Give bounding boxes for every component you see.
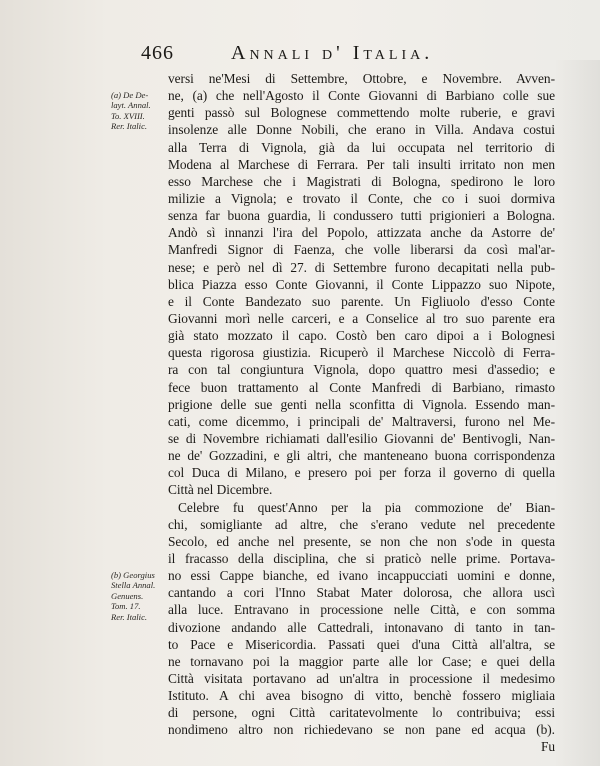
text-line: e il Conte Bandezato suo parente. Un Figliuolo d'esso Conte bbox=[168, 293, 555, 309]
text-line: Secolo, ed anche nel presente, se non che non s'ode in questa bbox=[168, 533, 555, 549]
text-line: il fracasso della disciplina, che si praticò nelle prime. Portava- bbox=[168, 550, 555, 566]
text-line: alla Terra di Vignola, già da lui occupata nel territorio di bbox=[168, 139, 555, 155]
page-number: 466 bbox=[141, 42, 174, 64]
text-line: esso Marchese che i Magistrati di Bologna, spedirono le loro bbox=[168, 173, 555, 189]
text-line: insolenze alle Donne Nobili, che erano in Villa. Andava costui bbox=[168, 122, 555, 138]
margin-note-line: Tom. 17. bbox=[111, 601, 141, 612]
running-title: Annali d' Italia. bbox=[231, 42, 434, 64]
text-line: Istituto. A chi avea bisogno di vitto, benchè fossero migliaia bbox=[168, 688, 555, 704]
margin-note-line: Genuens. bbox=[111, 590, 144, 601]
text-line: cati, come dicemmo, i principali de' Maltraversi, furono nel Me- bbox=[168, 413, 555, 429]
text-line: Manfredi Signor di Faenza, che volle liberarsi da così mal'ar- bbox=[168, 242, 555, 258]
paragraph-start: Celebre fu quest'Anno per la pia commozione de' Bian- bbox=[178, 499, 555, 515]
margin-note-line: (b) Georgius bbox=[111, 570, 155, 580]
text-line: di persone, ogni Città caritatevolmente lo contribuiva; essi bbox=[168, 705, 555, 721]
page-header bbox=[141, 42, 561, 68]
text-line: ne, (a) che nell'Agosto il Conte Giovanni di Barbiano colle sue bbox=[168, 88, 555, 104]
catchword: Fu bbox=[540, 739, 555, 755]
text-line: divozione andando alle Cattedrali, intonavano di tanto in tan- bbox=[168, 619, 555, 635]
text-line: col Duca di Milano, e presero poi per forza il governo di quella bbox=[168, 465, 555, 481]
margin-note-line: Rer. Italic. bbox=[111, 611, 148, 622]
text-line: cantando a cori l'Inno Stabat Mater dolorosa, che allora uscì bbox=[168, 585, 555, 601]
text-line: prigione delle sue genti nella sconfitta di Vignola. Essendo man- bbox=[168, 396, 555, 412]
text-line: se di Novembre richiamati dall'esilio Giovanni de' Bentivogli, Nan- bbox=[168, 430, 555, 446]
text-line: no essi Cappe bianche, ed ivano incappucciati uomini e donne, bbox=[168, 568, 555, 584]
text-line: ne tornavano poi la maggior parte alle lor Case; e quei della bbox=[168, 653, 555, 669]
text-line: nondimeno altro non richiedevano se non pane ed acqua (b). bbox=[168, 722, 555, 738]
text-line: milizie a Vignola; e trovato il Conte, che co i suoi dormiva bbox=[168, 190, 555, 206]
margin-note-line: To. XVIII. bbox=[111, 110, 145, 121]
margin-note-line: Rer. Italic. bbox=[111, 121, 148, 132]
text-line: Andò sì innanzi l'ira del Popolo, attizzata anche da Astorre de' bbox=[168, 225, 555, 241]
text-line: Città visitata portavano ad un'altra in processione il medesimo bbox=[168, 670, 555, 686]
text-line: nese; e però nel dì 27. di Settembre furono decapitati nella pub- bbox=[168, 259, 555, 275]
margin-note-line: Stella Annal. bbox=[111, 580, 156, 591]
text-line: chi, somigliante ad altre, che s'erano vedute nel precedente bbox=[168, 516, 555, 532]
text-line: alla luce. Entravano in processione nelle Città, e con somma bbox=[168, 602, 555, 618]
margin-note-b bbox=[111, 570, 167, 622]
text-line: senza far buona guardia, li condussero tutti prigionieri a Bologna. bbox=[168, 208, 555, 224]
page-edge-shadow bbox=[555, 60, 600, 766]
margin-note-line: layt. Annal. bbox=[111, 100, 151, 111]
text-line: genti passò sul Bolognese commettendo molte ruberie, e gravi bbox=[168, 105, 555, 121]
text-line: blica Piazza esso Conte Giovanni, il Conte Lippazzo suo Nipote, bbox=[168, 276, 555, 292]
text-line: già stato mozzato il capo. Costò ben caro dipoi a i Bolognesi bbox=[168, 328, 555, 344]
body-text bbox=[168, 70, 555, 756]
text-line: versi ne'Mesi di Settembre, Ottobre, e Novembre. Avven- bbox=[168, 71, 555, 86]
text-line: Città nel Dicembre. bbox=[168, 482, 273, 498]
margin-note-a bbox=[111, 90, 167, 132]
text-line: ne de' Gozzadini, e gli altri, che manteneano buona corrispondenza bbox=[168, 448, 555, 464]
text-line: Giovanni morì nelle carceri, e a Conselice al tro suo parente era bbox=[168, 310, 555, 326]
text-line: fece buon trattamento al Conte Manfredi di Barbiano, rimasto bbox=[168, 379, 555, 395]
text-line: to Pace e Misericordia. Passati quei d'una Città all'altra, se bbox=[168, 636, 555, 652]
text-line: questa rigorosa giustizia. Ricuperò il Marchese Niccolò di Ferra- bbox=[168, 345, 555, 361]
text-line: ra con tal congiuntura Vignola, dopo quattro mesi d'assedio; e bbox=[168, 362, 555, 378]
margin-note-line: (a) De De- bbox=[111, 90, 149, 100]
text-line: Modena al Marchese di Ferrara. Per tali insulti irritato non men bbox=[168, 156, 555, 172]
